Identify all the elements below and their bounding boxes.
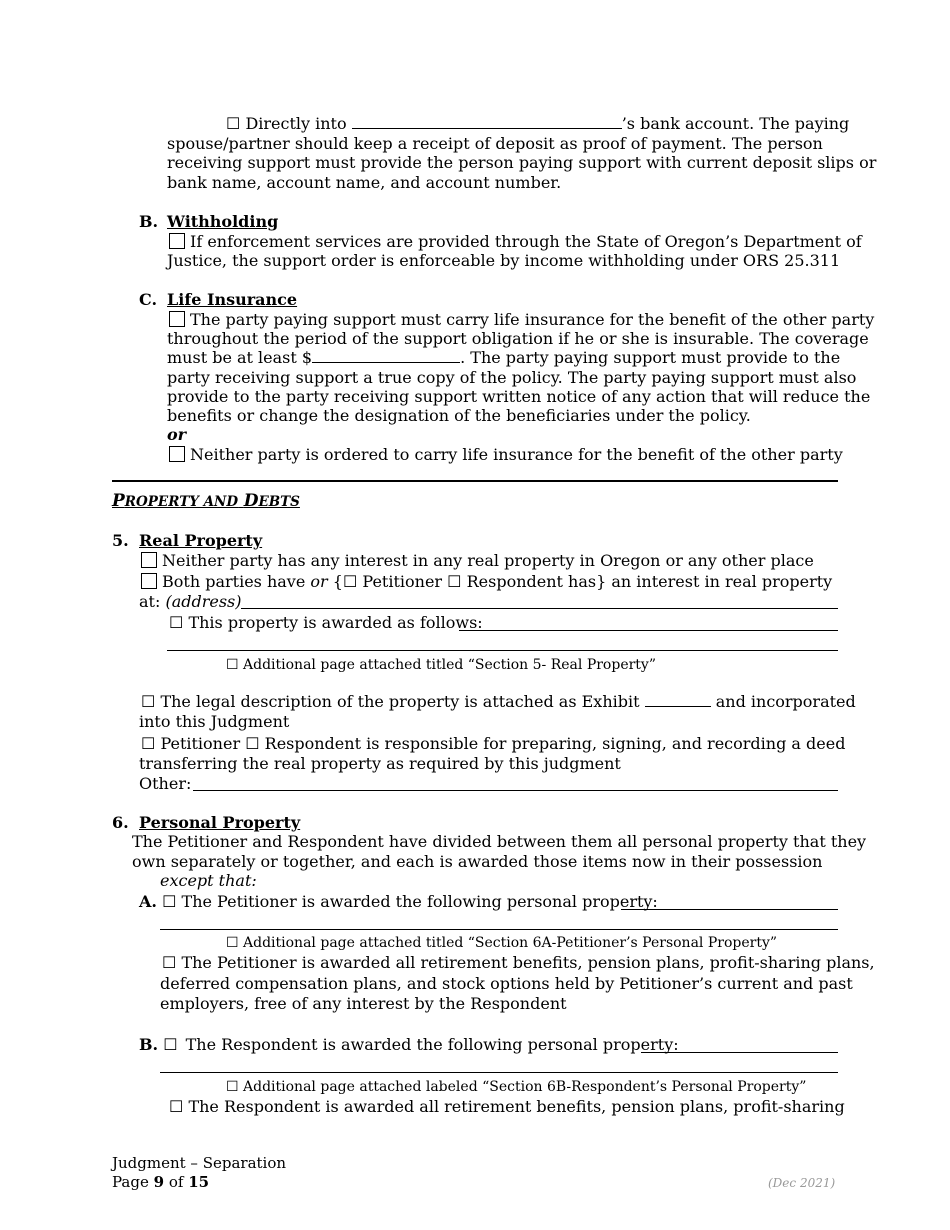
legal-description-line-2: into this Judgment — [139, 712, 290, 731]
footer-page-label: Page — [112, 1173, 149, 1191]
respondent-property-row — [139, 1035, 679, 1055]
awarded-checkbox[interactable]: ☐ — [169, 613, 184, 632]
deposit-line-3: receiving support must provide the person paying support with current deposit slips or — [167, 153, 877, 172]
legal-description-label: The legal description of the property is attached as Exhibit — [160, 692, 640, 711]
legal-description-post: and incorporated — [715, 692, 856, 711]
deed-respondent-checkbox[interactable]: ☐ — [245, 734, 260, 753]
address-at: at: — [139, 592, 161, 611]
respondent-additional-checkbox[interactable]: ☐ — [226, 1079, 239, 1095]
personal-property-intro-1: The Petitioner and Respondent have divided between them all personal property that they — [132, 832, 867, 851]
respondent-additional-label: Additional page attached labeled “Section 6B-Respondent’s Personal Property” — [243, 1079, 807, 1095]
deposit-checkbox[interactable]: ☐ — [226, 114, 241, 133]
personal-property-number: 6. — [112, 813, 129, 832]
both-respondent-label: Respondent has} an interest in real property — [466, 572, 833, 591]
real-property-additional-checkbox[interactable]: ☐ — [226, 657, 239, 673]
awarded-row — [169, 613, 483, 633]
deposit-label-post: ’s bank account. The paying — [621, 114, 850, 133]
both-or: or — [310, 572, 328, 591]
deed-petitioner-label: Petitioner — [160, 734, 241, 753]
respondent-property-blank-1[interactable] — [641, 1052, 838, 1053]
life-insurance-line-1 — [169, 310, 874, 330]
life-insurance-line-5: provide to the party receiving support written notice of any action that will reduce the — [167, 387, 871, 406]
withholding-line-2: Justice, the support order is enforceable by income withholding under ORS 25.311 — [167, 251, 841, 270]
address-blank[interactable] — [241, 608, 838, 609]
both-brace: { — [332, 572, 343, 591]
petitioner-property-blank-1[interactable] — [621, 909, 838, 910]
withholding-line-1 — [169, 232, 862, 252]
respondent-property-letter: B. — [139, 1035, 159, 1054]
personal-property-intro-2: own separately or together, and each is awarded those items now in their possession — [132, 852, 823, 871]
life-insurance-checkbox[interactable] — [169, 311, 185, 327]
legal-description-row — [141, 692, 856, 712]
legal-description-checkbox[interactable]: ☐ — [141, 692, 156, 711]
heading-p-cap: P — [112, 491, 125, 511]
other-blank[interactable] — [193, 790, 838, 791]
respondent-retirement-line-1: The Respondent is awarded all retirement benefits, pension plans, profit-sharing — [188, 1097, 845, 1116]
petitioner-property-checkbox[interactable]: ☐ — [162, 892, 177, 911]
life-insurance-line-3 — [167, 348, 840, 368]
life-insurance-text: The party paying support must carry life insurance for the benefit of the other party — [190, 310, 875, 329]
real-property-both-checkbox[interactable] — [141, 573, 157, 589]
petitioner-additional-label: Additional page attached titled “Section 6A-Petitioner’s Personal Property” — [243, 935, 778, 951]
petitioner-additional-checkbox[interactable]: ☐ — [226, 935, 239, 951]
deposit-option — [226, 114, 849, 134]
both-petitioner-checkbox[interactable]: ☐ — [342, 572, 358, 591]
petitioner-property-label: The Petitioner is awarded the following personal property: — [181, 892, 658, 911]
life-insurance-neither-checkbox[interactable] — [169, 446, 185, 462]
deposit-name-blank[interactable] — [352, 127, 622, 129]
real-property-title: Real Property — [139, 531, 263, 550]
heading-d-rest: EBTS — [258, 494, 300, 510]
footer-version: (Dec 2021) — [768, 1176, 836, 1190]
section-divider — [112, 480, 838, 482]
respondent-retirement-checkbox[interactable]: ☐ — [169, 1097, 184, 1116]
coverage-amount-blank[interactable] — [312, 361, 460, 363]
life-insurance-line-6: benefits or change the designation of the beneficiaries under the policy. — [167, 406, 751, 425]
footer-page — [112, 1172, 209, 1192]
withholding-checkbox[interactable] — [169, 233, 185, 249]
real-property-number: 5. — [112, 531, 129, 550]
both-text: Both parties have — [162, 572, 306, 591]
respondent-additional — [226, 1077, 806, 1097]
address-label: (address) — [165, 592, 242, 611]
footer-of: of — [168, 1173, 184, 1191]
life-insurance-line-4: party receiving support a true copy of the policy. The party paying support must also — [167, 368, 857, 387]
exhibit-blank[interactable] — [645, 705, 711, 707]
awarded-label: This property is awarded as follows: — [188, 613, 483, 632]
deposit-line-2: spouse/partner should keep a receipt of deposit as proof of payment. The person — [167, 134, 823, 153]
respondent-property-blank-2[interactable] — [160, 1072, 838, 1073]
section-heading-property-debts — [112, 491, 300, 512]
petitioner-retirement-row — [162, 953, 875, 973]
heading-d-cap: D — [243, 491, 259, 511]
footer-page-number: 9 — [153, 1173, 165, 1191]
life-insurance-line-2: throughout the period of the support obligation if he or she is insurable. The coverage — [167, 329, 869, 348]
other-label: Other: — [139, 774, 192, 793]
real-property-neither-checkbox[interactable] — [141, 552, 157, 568]
coverage-label-post: . The party paying support must provide to the — [460, 348, 841, 367]
heading-p-rest: ROPERTY AND — [124, 494, 239, 510]
life-insurance-letter: C. — [139, 290, 158, 309]
footer-title: Judgment – Separation — [112, 1154, 287, 1172]
life-insurance-title: Life Insurance — [167, 290, 298, 309]
withholding-title: Withholding — [167, 212, 279, 231]
deed-text: Respondent is responsible for preparing, signing, and recording a deed — [264, 734, 846, 753]
both-respondent-checkbox[interactable]: ☐ — [447, 572, 462, 591]
respondent-property-checkbox[interactable]: ☐ — [163, 1035, 178, 1054]
deed-petitioner-checkbox[interactable]: ☐ — [141, 734, 156, 753]
personal-property-title: Personal Property — [139, 813, 301, 832]
life-insurance-neither-text: Neither party is ordered to carry life insurance for the benefit of the other party — [190, 445, 843, 464]
petitioner-retirement-line-2: deferred compensation plans, and stock options held by Petitioner’s current and past — [160, 974, 853, 993]
respondent-property-label: The Respondent is awarded the following personal property: — [185, 1035, 679, 1054]
coverage-label: must be at least $ — [167, 348, 313, 367]
respondent-retirement-row — [169, 1097, 845, 1117]
real-property-both — [141, 572, 832, 592]
personal-property-except: except that: — [160, 871, 257, 890]
both-petitioner-label: Petitioner — [362, 572, 443, 591]
deposit-line-4: bank name, account name, and account number. — [167, 173, 562, 192]
petitioner-retirement-checkbox[interactable]: ☐ — [162, 953, 177, 972]
deed-row — [141, 734, 845, 754]
withholding-text: If enforcement services are provided through the State of Oregon’s Department of — [190, 232, 862, 251]
awarded-blank-2[interactable] — [167, 650, 838, 651]
life-insurance-or: or — [167, 425, 187, 444]
deposit-label: Directly into — [245, 114, 347, 133]
real-property-neither-text: Neither party has any interest in any real property in Oregon or any other place — [162, 551, 814, 570]
petitioner-retirement-line-1: The Petitioner is awarded all retirement benefits, pension plans, profit-sharing plans, — [181, 953, 875, 972]
deed-line-2: transferring the real property as required by this judgment — [139, 754, 621, 773]
awarded-blank-1[interactable] — [459, 630, 838, 631]
real-property-address-row — [139, 592, 242, 612]
petitioner-property-letter: A. — [139, 892, 157, 911]
petitioner-property-blank-2[interactable] — [160, 929, 838, 930]
petitioner-property-row — [139, 892, 658, 912]
footer-page-total: 15 — [188, 1173, 210, 1191]
real-property-additional — [226, 655, 656, 675]
petitioner-additional — [226, 933, 777, 953]
petitioner-retirement-line-3: employers, free of any interest by the Respondent — [160, 994, 567, 1013]
life-insurance-neither — [169, 445, 843, 465]
withholding-letter: B. — [139, 212, 159, 231]
real-property-additional-label: Additional page attached titled “Section 5- Real Property” — [243, 657, 656, 673]
real-property-neither — [141, 551, 814, 571]
